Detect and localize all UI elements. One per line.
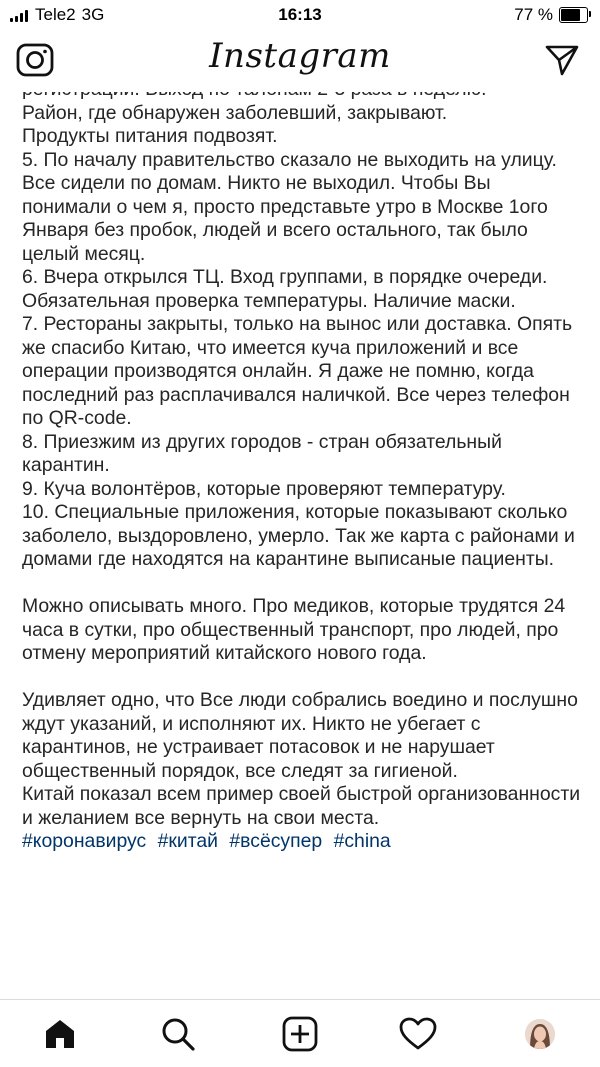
paragraph-spacer (22, 572, 582, 596)
hashtag-list (22, 830, 582, 854)
status-bar (0, 0, 600, 30)
bottom-tab-bar (0, 999, 600, 1067)
battery-fill (561, 9, 580, 21)
status-right (514, 5, 588, 25)
caption-paragraph: 10. Специальные приложения, которые показывают сколько заболело, выздоровлено, умерло. Так же карта с районами и домами где находятся на карантине выписаные пациенты. (22, 501, 575, 570)
app-header (0, 30, 600, 92)
profile-avatar[interactable] (520, 1014, 560, 1054)
paragraph-spacer (22, 666, 582, 690)
carrier-name: Tele2 (35, 5, 76, 24)
status-time: 16:13 (278, 5, 322, 24)
search-icon[interactable] (158, 1014, 198, 1054)
caption-paragraph: Район, где обнаружен заболевший, закрывают. (22, 101, 448, 124)
instagram-logo[interactable]: Instagram (209, 36, 391, 76)
avatar (525, 1019, 555, 1049)
caption-paragraph: 5. По началу правительство сказало не выходить на улицу. Все сидели по домам. Никто не выходил. Чтобы Вы понимали о чем я, просто представьте утро в Москве 1ого Января без пробок, людей и всего остального, так было целый месяц. (22, 148, 557, 265)
hashtag-link[interactable]: #коронавирус (22, 830, 147, 852)
home-icon[interactable] (40, 1014, 80, 1054)
hashtag-link[interactable]: #китай (157, 830, 218, 852)
new-post-icon[interactable] (280, 1014, 320, 1054)
send-icon[interactable] (544, 42, 580, 83)
post-caption (22, 78, 582, 1000)
network-type: 3G (81, 5, 105, 24)
battery-icon (559, 7, 588, 23)
battery-percent: 77 % (514, 5, 553, 24)
caption-paragraph: 9. Куча волонтёров, которые проверяют температуру. (22, 477, 506, 500)
caption-paragraph: 6. Вчера открылся ТЦ. Вход группами, в порядке очереди. Обязательная проверка температуры. Наличие маски. (22, 266, 548, 312)
caption-paragraph: Продукты питания подвозят. (22, 125, 278, 147)
activity-heart-icon[interactable] (398, 1014, 438, 1054)
hashtag-link[interactable]: #china (333, 830, 391, 852)
caption-paragraph: Можно описывать много. Про медиков, которые трудятся 24 часа в сутки, про общественный транспорт, про людей, про отмену мероприятий китайского нового года. (22, 595, 566, 664)
hashtag-link[interactable]: #всёсупер (229, 830, 323, 852)
caption-paragraph: Удивляет одно, что Все люди собрались воедино и послушно ждут указаний, и исполняют их. Никто не убегает с карантинов, не устраивает потасовок и не нарушает общественный порядок, все следят за гигиеной. (22, 689, 578, 782)
caption-paragraph: 8. Приезжим из других городов - стран обязательный карантин. (22, 430, 502, 476)
caption-paragraph: 7. Рестораны закрыты, только на вынос или доставка. Опять же спасибо Китаю, что имеется куча приложений и все операции производятся онлайн. Я даже не помню, когда последний раз расплачивался наличкой. Все через телефон по QR-code. (22, 313, 573, 429)
caption-paragraph: Китай показал всем пример своей быстрой организованности и желанием все вернуть на свои места. (22, 783, 581, 829)
